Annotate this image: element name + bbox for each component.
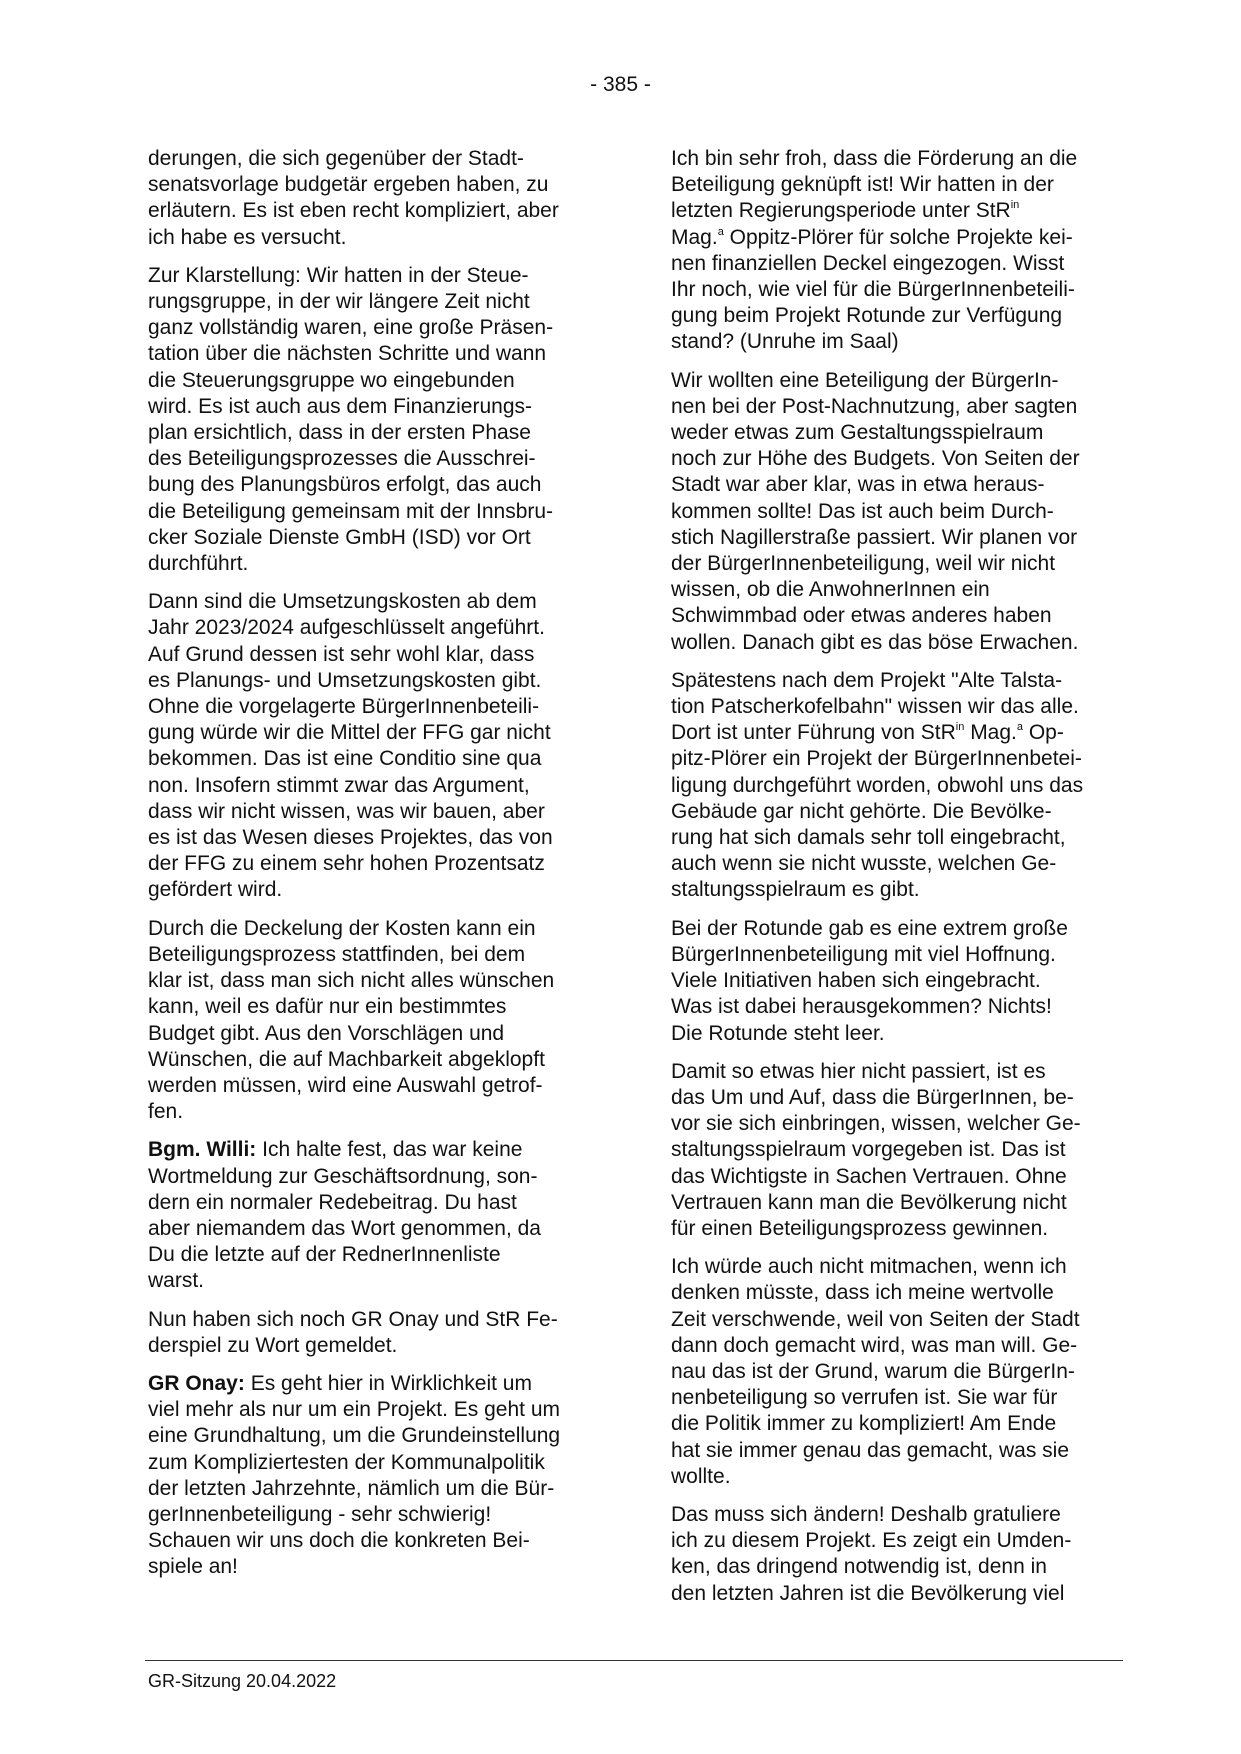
paragraph-line: Budget gibt. Aus den Vorschlägen und xyxy=(148,1021,505,1045)
paragraph xyxy=(671,1059,1121,1242)
paragraph-line: fen. xyxy=(148,1100,184,1124)
paragraph-line: die Politik immer zu kompliziert! Am Ende xyxy=(671,1412,1057,1436)
paragraph-line: ich habe es versucht. xyxy=(148,225,347,249)
line-text: Mag. xyxy=(671,225,718,249)
paragraph-line: Schwimmbad oder etwas anderes haben xyxy=(671,604,1052,628)
superscript: in xyxy=(955,721,965,734)
paragraph-line: nenbeteiligung so verrufen ist. Sie war für xyxy=(671,1386,1058,1410)
paragraph-line: vor sie sich einbringen, wissen, welcher Ge- xyxy=(671,1112,1081,1136)
speech-text: Ich halte fest, das war keine xyxy=(256,1138,523,1162)
paragraph xyxy=(671,1502,1121,1607)
paragraph-line: warst. xyxy=(148,1269,205,1293)
paragraph xyxy=(671,668,1121,904)
paragraph xyxy=(148,589,598,903)
paragraph-line xyxy=(671,225,1121,251)
paragraph-line: Stadt war aber klar, was in etwa heraus- xyxy=(671,473,1045,497)
paragraph-line: weder etwas zum Gestaltungsspielraum xyxy=(671,421,1044,445)
paragraph-line: zum Kompliziertesten der Kommunalpolitik xyxy=(148,1450,545,1474)
line-text: Mag. xyxy=(964,721,1017,745)
paragraph-line: stand? (Unruhe im Saal) xyxy=(671,330,899,354)
paragraph-line: spiele an! xyxy=(148,1555,238,1579)
paragraph-line: der letzten Jahrzehnte, nämlich um die Bür- xyxy=(148,1476,555,1500)
paragraph-line: Viele Initiativen haben sich eingebracht. xyxy=(671,969,1041,993)
left-column xyxy=(148,146,598,1593)
paragraph-line: senatsvorlage budgetär ergeben haben, zu xyxy=(148,173,549,197)
paragraph-line: cker Soziale Dienste GmbH (ISD) vor Ort xyxy=(148,525,531,549)
speech-text: Es geht hier in Wirklichkeit um xyxy=(244,1371,532,1395)
paragraph-line: Ohne die vorgelagerte BürgerInnenbeteili- xyxy=(148,695,540,719)
paragraph xyxy=(671,916,1121,1047)
paragraph-line: Beteiligungsprozess stattfinden, bei dem xyxy=(148,942,526,966)
paragraph xyxy=(148,146,598,251)
paragraph-line: Wir wollten eine Beteiligung der BürgerIn- xyxy=(671,368,1059,392)
paragraph-line: für einen Beteiligungsprozess gewinnen. xyxy=(671,1216,1049,1240)
paragraph-line: aber niemandem das Wort genommen, da xyxy=(148,1216,541,1240)
speaker-name: GR Onay: xyxy=(148,1371,245,1395)
superscript: in xyxy=(1010,199,1020,212)
paragraph-line xyxy=(148,1137,598,1163)
line-text: Op- xyxy=(1023,721,1064,745)
paragraph-line: hat sie immer genau das gemacht, was sie xyxy=(671,1438,1070,1462)
paragraph-line: rung hat sich damals sehr toll eingebracht, xyxy=(671,826,1066,850)
paragraph-line: nau das ist der Grund, warum die BürgerIn- xyxy=(671,1359,1075,1383)
paragraph-line: die Beteiligung gemeinsam mit der Innsbru- xyxy=(148,499,554,523)
paragraph-line: Jahr 2023/2024 aufgeschlüsselt angeführt. xyxy=(148,616,545,640)
paragraph-line xyxy=(671,720,1121,746)
paragraph-line: staltungsspielraum vorgegeben ist. Das ist xyxy=(671,1138,1066,1162)
paragraph-line: Ihr noch, wie viel für die BürgerInnenbeteili- xyxy=(671,278,1075,302)
paragraph-line: pitz-Plörer ein Projekt der BürgerInnenbetei- xyxy=(671,747,1082,771)
paragraph-line: gung beim Projekt Rotunde zur Verfügung xyxy=(671,304,1063,328)
paragraph-line: tation über die nächsten Schritte und wann xyxy=(148,342,547,366)
paragraph-line: dann doch gemacht wird, was man will. Ge- xyxy=(671,1333,1078,1357)
paragraph xyxy=(148,263,598,577)
paragraph-line: Zeit verschwende, weil von Seiten der Stadt xyxy=(671,1307,1080,1331)
paragraph-line: dass wir nicht wissen, was wir bauen, aber xyxy=(148,799,545,823)
paragraph-line: Wortmeldung zur Geschäftsordnung, son- xyxy=(148,1164,538,1188)
paragraph-line: tion Patscherkofelbahn" wissen wir das alle. xyxy=(671,695,1079,719)
paragraph-line: wollte. xyxy=(671,1464,731,1488)
paragraph-line: rungsgruppe, in der wir längere Zeit nicht xyxy=(148,290,530,314)
footer-divider xyxy=(145,1660,1123,1661)
paragraph-line: die Steuerungsgruppe wo eingebunden xyxy=(148,368,515,392)
paragraph-line: ich zu diesem Projekt. Es zeigt ein Umden- xyxy=(671,1529,1072,1553)
paragraph-line: Damit so etwas hier nicht passiert, ist es xyxy=(671,1059,1046,1083)
footer-session-date: GR-Sitzung 20.04.2022 xyxy=(148,1671,337,1691)
paragraph-line: ganz vollständig waren, eine große Präsen- xyxy=(148,316,554,340)
paragraph-line: Bei der Rotunde gab es eine extrem große xyxy=(671,916,1068,940)
paragraph-line xyxy=(148,1371,598,1397)
paragraph-line: kann, weil es dafür nur ein bestimmtes xyxy=(148,995,507,1019)
paragraph xyxy=(148,916,598,1126)
paragraph-line: wissen, ob die AnwohnerInnen ein xyxy=(671,578,990,602)
paragraph-line: der FFG zu einem sehr hohen Prozentsatz xyxy=(148,852,545,876)
speaker-paragraph-willi xyxy=(148,1137,598,1294)
paragraph-line: Vertrauen kann man die Bevölkerung nicht xyxy=(671,1190,1067,1214)
paragraph-line: derspiel zu Wort gemeldet. xyxy=(148,1333,398,1357)
paragraph-line: staltungsspielraum es gibt. xyxy=(671,878,920,902)
paragraph-line: werden müssen, wird eine Auswahl getrof- xyxy=(148,1073,543,1097)
page-number: - 385 - xyxy=(590,73,651,96)
paragraph-line: gefördert wird. xyxy=(148,878,283,902)
paragraph-line: nen bei der Post-Nachnutzung, aber sagten xyxy=(671,394,1078,418)
paragraph-line: Das muss sich ändern! Deshalb gratuliere xyxy=(671,1502,1061,1526)
paragraph xyxy=(671,146,1121,356)
superscript: a xyxy=(717,225,724,238)
line-text: Oppitz-Plörer für solche Projekte kei- xyxy=(723,225,1073,249)
paragraph-line: bekommen. Das ist eine Conditio sine qua xyxy=(148,747,542,771)
paragraph-line: gerInnenbeteiligung - sehr schwierig! xyxy=(148,1502,492,1526)
line-text: Dort ist unter Führung von StR xyxy=(671,721,956,745)
paragraph-line: Was ist dabei herausgekommen? Nichts! xyxy=(671,995,1052,1019)
paragraph-line: Ich würde auch nicht mitmachen, wenn ich xyxy=(671,1255,1067,1279)
superscript: a xyxy=(1016,721,1024,734)
paragraph-line: Spätestens nach dem Projekt "Alte Talsta- xyxy=(671,668,1063,692)
paragraph-line: Nun haben sich noch GR Onay und StR Fe- xyxy=(148,1307,558,1331)
paragraph-line: bung des Planungsbüros erfolgt, das auch xyxy=(148,473,542,497)
paragraph-line: es ist das Wesen dieses Projektes, das von xyxy=(148,826,553,850)
line-text: letzten Regierungsperiode unter StR xyxy=(671,199,1011,223)
paragraph-line: klar ist, dass man sich nicht alles wünschen xyxy=(148,969,555,993)
paragraph xyxy=(671,1254,1121,1490)
paragraph xyxy=(148,1307,598,1359)
paragraph-line xyxy=(671,198,1121,224)
paragraph-line: der BürgerInnenbeteiligung, weil wir nicht xyxy=(671,552,1056,576)
paragraph-line: Gebäude gar nicht gehörte. Die Bevölke- xyxy=(671,799,1052,823)
paragraph-line: Zur Klarstellung: Wir hatten in der Steue- xyxy=(148,263,529,287)
paragraph-line: Auf Grund dessen ist sehr wohl klar, dass xyxy=(148,642,535,666)
paragraph-line: Dann sind die Umsetzungskosten ab dem xyxy=(148,590,537,614)
right-column xyxy=(671,146,1121,1619)
paragraph-line: plan ersichtlich, dass in der ersten Phase xyxy=(148,421,531,445)
paragraph xyxy=(671,368,1121,656)
paragraph-line: wollen. Danach gibt es das böse Erwachen. xyxy=(671,630,1079,654)
paragraph-line: Du die letzte auf der RednerInnenliste xyxy=(148,1243,501,1267)
paragraph-line: Beteiligung geknüpft ist! Wir hatten in der xyxy=(671,173,1054,197)
paragraph-line: noch zur Höhe des Budgets. Von Seiten der xyxy=(671,447,1080,471)
paragraph-line: denken müsste, dass ich meine wertvolle xyxy=(671,1281,1054,1305)
paragraph-line: non. Insofern stimmt zwar das Argument, xyxy=(148,773,530,797)
paragraph-line: derungen, die sich gegenüber der Stadt- xyxy=(148,147,524,170)
paragraph-line: auch wenn sie nicht wusste, welchen Ge- xyxy=(671,852,1057,876)
paragraph-line: erläutern. Es ist eben recht kompliziert, aber xyxy=(148,199,559,223)
paragraph-line: das Wichtigste in Sachen Vertrauen. Ohne xyxy=(671,1164,1067,1188)
paragraph-line: den letzten Jahren ist die Bevölkerung viel xyxy=(671,1581,1065,1605)
speaker-name: Bgm. Willi: xyxy=(148,1138,257,1162)
paragraph-line: stich Nagillerstraße passiert. Wir planen vor xyxy=(671,525,1078,549)
paragraph-line: Wünschen, die auf Machbarkeit abgeklopft xyxy=(148,1047,545,1071)
paragraph-line: des Beteiligungsprozesses die Ausschrei- xyxy=(148,447,536,471)
paragraph-line: Schauen wir uns doch die konkreten Bei- xyxy=(148,1529,530,1553)
paragraph-line: das Um und Auf, dass die BürgerInnen, be- xyxy=(671,1085,1074,1109)
paragraph-line: kommen sollte! Das ist auch beim Durch- xyxy=(671,499,1054,523)
paragraph-line: ligung durchgeführt worden, obwohl uns das xyxy=(671,773,1084,797)
speaker-paragraph-onay xyxy=(148,1371,598,1581)
paragraph-line: BürgerInnenbeteiligung mit viel Hoffnung. xyxy=(671,942,1056,966)
paragraph-line: ken, das dringend notwendig ist, denn in xyxy=(671,1555,1047,1579)
paragraph-line: nen finanziellen Deckel eingezogen. Wisst xyxy=(671,251,1065,275)
paragraph-line: eine Grundhaltung, um die Grundeinstellung xyxy=(148,1424,561,1448)
paragraph-line: viel mehr als nur um ein Projekt. Es geht um xyxy=(148,1398,561,1422)
paragraph-line: wird. Es ist auch aus dem Finanzierungs- xyxy=(148,394,532,418)
paragraph-line: Durch die Deckelung der Kosten kann ein xyxy=(148,916,536,940)
paragraph-line: Ich bin sehr froh, dass die Förderung an die xyxy=(671,147,1078,170)
paragraph-line: es Planungs- und Umsetzungskosten gibt. xyxy=(148,668,542,692)
paragraph-line: dern ein normaler Redebeitrag. Du hast xyxy=(148,1190,517,1214)
paragraph-line: Die Rotunde steht leer. xyxy=(671,1021,885,1045)
paragraph-line: durchführt. xyxy=(148,552,249,576)
paragraph-line: gung würde wir die Mittel der FFG gar nicht xyxy=(148,721,551,745)
